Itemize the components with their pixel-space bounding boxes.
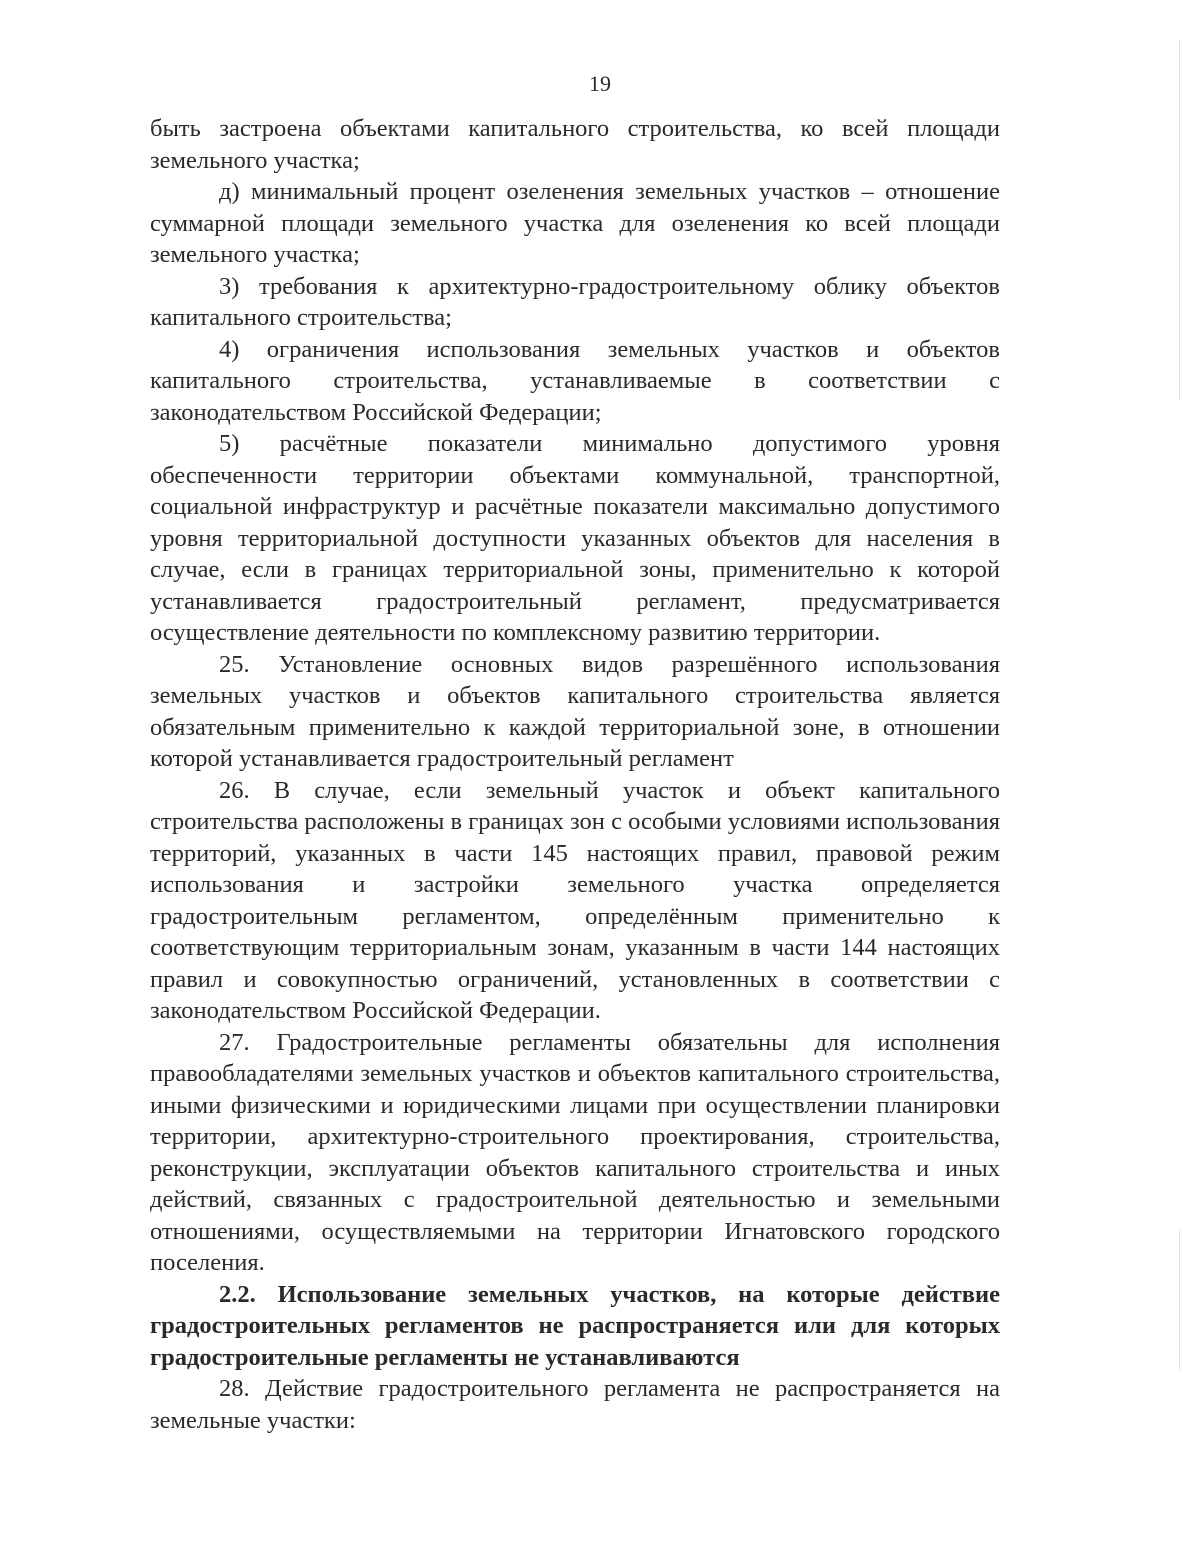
paragraph-continuation: быть застроена объектами капитального строительства, ко всей площади земельного участка; — [150, 115, 1000, 174]
page-number: 19 — [589, 71, 611, 96]
paragraph-item-5: 5) расчётные показатели минимально допустимого уровня обеспеченности территории объектами коммунальной, транспортной, социальной инфраструктур и расчётные показатели максимально допустимого уровня территориальной доступности указанных объектов для населения в случае, если в границах территориальной зоны, применительно к которой устанавливается градостроительный регламент, предусматривается осуществление деятельности по комплексному развитию территории. — [150, 430, 1000, 646]
paragraph-25: 25. Установление основных видов разрешённого использования земельных участков и объектов капитального строительства является обязательным применительно к каждой территориальной зоне, в отношении которой устанавливается градостроительный регламент — [150, 650, 1000, 772]
paragraph-27: 27. Градостроительные регламенты обязательны для исполнения правообладателями земельных участков и объектов капитального строительства, иными физическими и юридическими лицами при осуществлении планировки территории, архитектурно-строительного проектирования, строительства, реконструкции, эксплуатации объектов капитального строительства и иных действий, связанных с градостроительной деятельностью и земельными отношениями, осуществляемыми на территории Игнатовского городского поселения. — [150, 1028, 1000, 1276]
section-heading: 2.2. Использование земельных участков, на которые действие градостроительных регламентов не распространяется или для которых градостроительные регламенты не устанавливаются — [150, 1280, 1000, 1371]
paragraph-item-d: д) минимальный процент озеленения земельных участков – отношение суммарной площади земельного участка для озеленения ко всей площади земельного участка; — [150, 178, 1000, 268]
document-body — [150, 113, 1000, 1436]
paragraph-item-3: 3) требования к архитектурно-градостроительному облику объектов капитального строительства; — [150, 272, 1000, 331]
paragraph-26: 26. В случае, если земельный участок и объект капитального строительства расположены в границах зон с особыми условиями использования территорий, указанных в части 145 настоящих правил, правовой режим использования и застройки земельного участка определяется градостроительным регламентом, определённым применительно к соответствующим территориальным зонам, указанным в части 144 настоящих правил и совокупностью ограничений, установленных в соответствии с законодательством Российской Федерации. — [150, 776, 1000, 1024]
paragraph-28: 28. Действие градостроительного регламента не распространяется на земельные участки: — [150, 1375, 1000, 1434]
paragraph-item-4: 4) ограничения использования земельных участков и объектов капитального строительства, устанавливаемые в соответствии с законодательством Российской Федерации; — [150, 335, 1000, 426]
scan-edge-mark — [1179, 40, 1180, 400]
scan-edge-mark — [1179, 1230, 1180, 1370]
